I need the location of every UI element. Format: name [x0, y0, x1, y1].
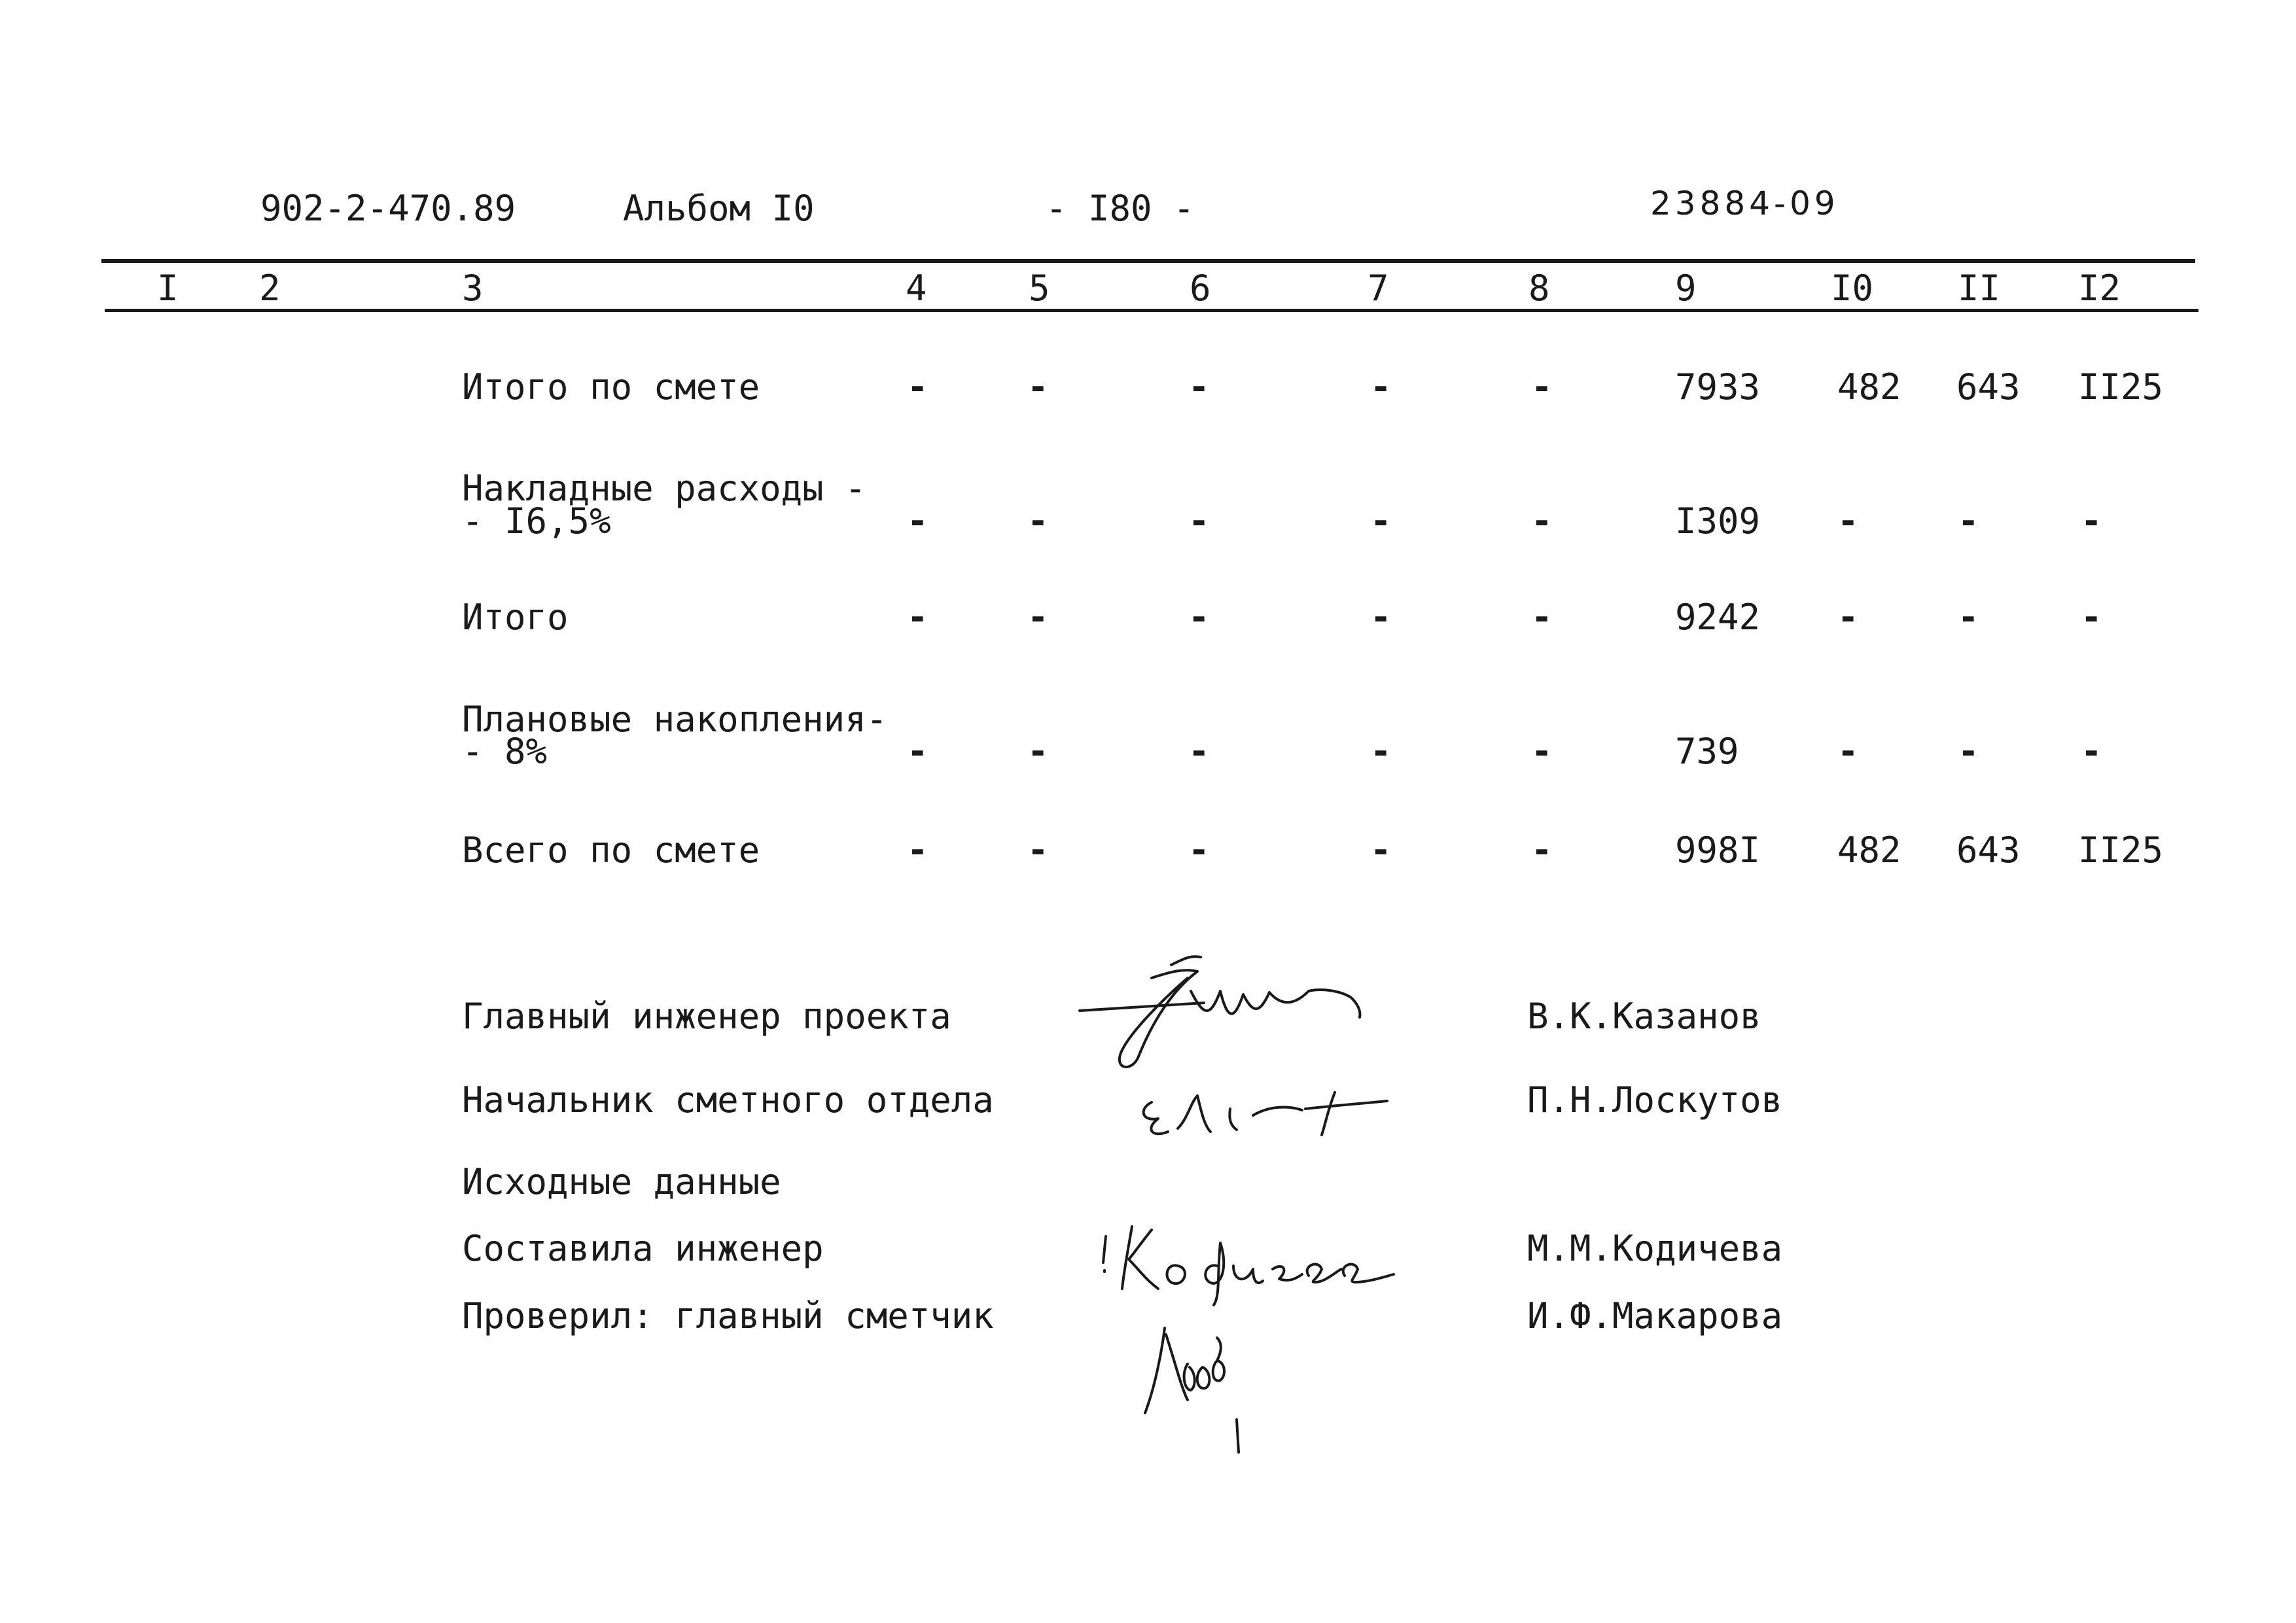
table-cell: 482 [1837, 829, 1901, 871]
row-label: Итого [462, 597, 569, 638]
table-cell: - [1531, 366, 1553, 408]
page-number: - I80 - [1046, 188, 1195, 229]
table-cell: 998I [1675, 829, 1761, 871]
row-label-continued: - I6,5% [462, 500, 611, 542]
signatory-role: Начальник сметного отдела [462, 1079, 994, 1121]
table-cell: - [1027, 366, 1049, 408]
column-number: I2 [2078, 268, 2121, 309]
signature-kazanov [1073, 952, 1387, 1083]
table-cell: - [1837, 597, 1859, 638]
table-cell: II25 [2078, 366, 2164, 408]
table-cell: 7933 [1675, 366, 1761, 408]
table-cell: - [1370, 597, 1392, 638]
section-label: Исходные данные [462, 1161, 781, 1202]
table-cell: II25 [2078, 829, 2164, 871]
table-cell: 482 [1837, 366, 1901, 408]
table-cell: - [907, 731, 928, 772]
table-cell: - [1188, 500, 1210, 542]
table-cell: 643 [1956, 829, 2021, 871]
signatory-name: П.Н.Лоскутов [1527, 1079, 1783, 1121]
table-cell: - [2081, 500, 2102, 542]
table-cell: - [1188, 366, 1210, 408]
row-label: Итого по смете [462, 366, 760, 408]
table-cell: - [2081, 597, 2102, 638]
row-label-continued: - 8% [462, 731, 548, 772]
table-top-rule [101, 259, 2195, 263]
table-cell: - [1531, 731, 1553, 772]
project-code: 902-2-470.89 [260, 188, 516, 229]
column-number: 9 [1675, 268, 1697, 309]
row-label: Накладные расходы - [462, 468, 866, 509]
table-cell: - [1188, 829, 1210, 871]
album-label: Альбом I0 [623, 188, 815, 229]
row-label: Плановые накопления- [462, 699, 888, 740]
column-number: 4 [906, 268, 927, 309]
signature-kodicheva [1086, 1217, 1400, 1308]
table-cell: - [1837, 731, 1859, 772]
table-cell: 9242 [1675, 597, 1761, 638]
stamp-number: 23884-09 [1650, 184, 1839, 222]
table-cell: - [1370, 731, 1392, 772]
table-cell: 739 [1675, 731, 1739, 772]
column-number: 5 [1029, 268, 1050, 309]
table-cell: I309 [1675, 500, 1761, 542]
column-number: 2 [259, 268, 281, 309]
column-number: I0 [1831, 268, 1874, 309]
table-cell: - [1531, 829, 1553, 871]
table-cell: - [907, 500, 928, 542]
signature-loskutov [1139, 1070, 1400, 1142]
table-header-rule [105, 309, 2199, 312]
row-label: Всего по смете [462, 829, 760, 871]
column-number: 8 [1528, 268, 1550, 309]
table-cell: - [1188, 597, 1210, 638]
signatory-role: Проверил: главный сметчик [462, 1295, 994, 1336]
table-cell: 643 [1956, 366, 2021, 408]
table-cell: - [907, 597, 928, 638]
table-cell: - [1531, 500, 1553, 542]
table-cell: - [1837, 500, 1859, 542]
signature-makarova [1125, 1315, 1276, 1459]
signatory-role: Составила инженер [462, 1228, 824, 1269]
table-cell: - [1958, 731, 1979, 772]
table-cell: - [1958, 500, 1979, 542]
table-cell: - [907, 829, 928, 871]
table-cell: - [1188, 731, 1210, 772]
table-cell: - [1027, 731, 1049, 772]
table-cell: - [1027, 597, 1049, 638]
table-cell: - [1370, 829, 1392, 871]
table-cell: - [1027, 500, 1049, 542]
column-number: 3 [462, 268, 484, 309]
column-number: 6 [1190, 268, 1211, 309]
table-cell: - [907, 366, 928, 408]
table-cell: - [1958, 597, 1979, 638]
table-cell: - [1370, 366, 1392, 408]
column-number: I [157, 268, 179, 309]
signatory-name: М.М.Кодичева [1527, 1228, 1783, 1269]
signatory-name: В.К.Казанов [1527, 996, 1761, 1037]
column-number: II [1958, 268, 2001, 309]
table-cell: - [1027, 829, 1049, 871]
table-cell: - [2081, 731, 2102, 772]
table-cell: - [1531, 597, 1553, 638]
signatory-name: И.Ф.Макарова [1527, 1295, 1783, 1336]
column-number: 7 [1368, 268, 1389, 309]
table-cell: - [1370, 500, 1392, 542]
signatory-role: Главный инженер проекта [462, 996, 951, 1037]
